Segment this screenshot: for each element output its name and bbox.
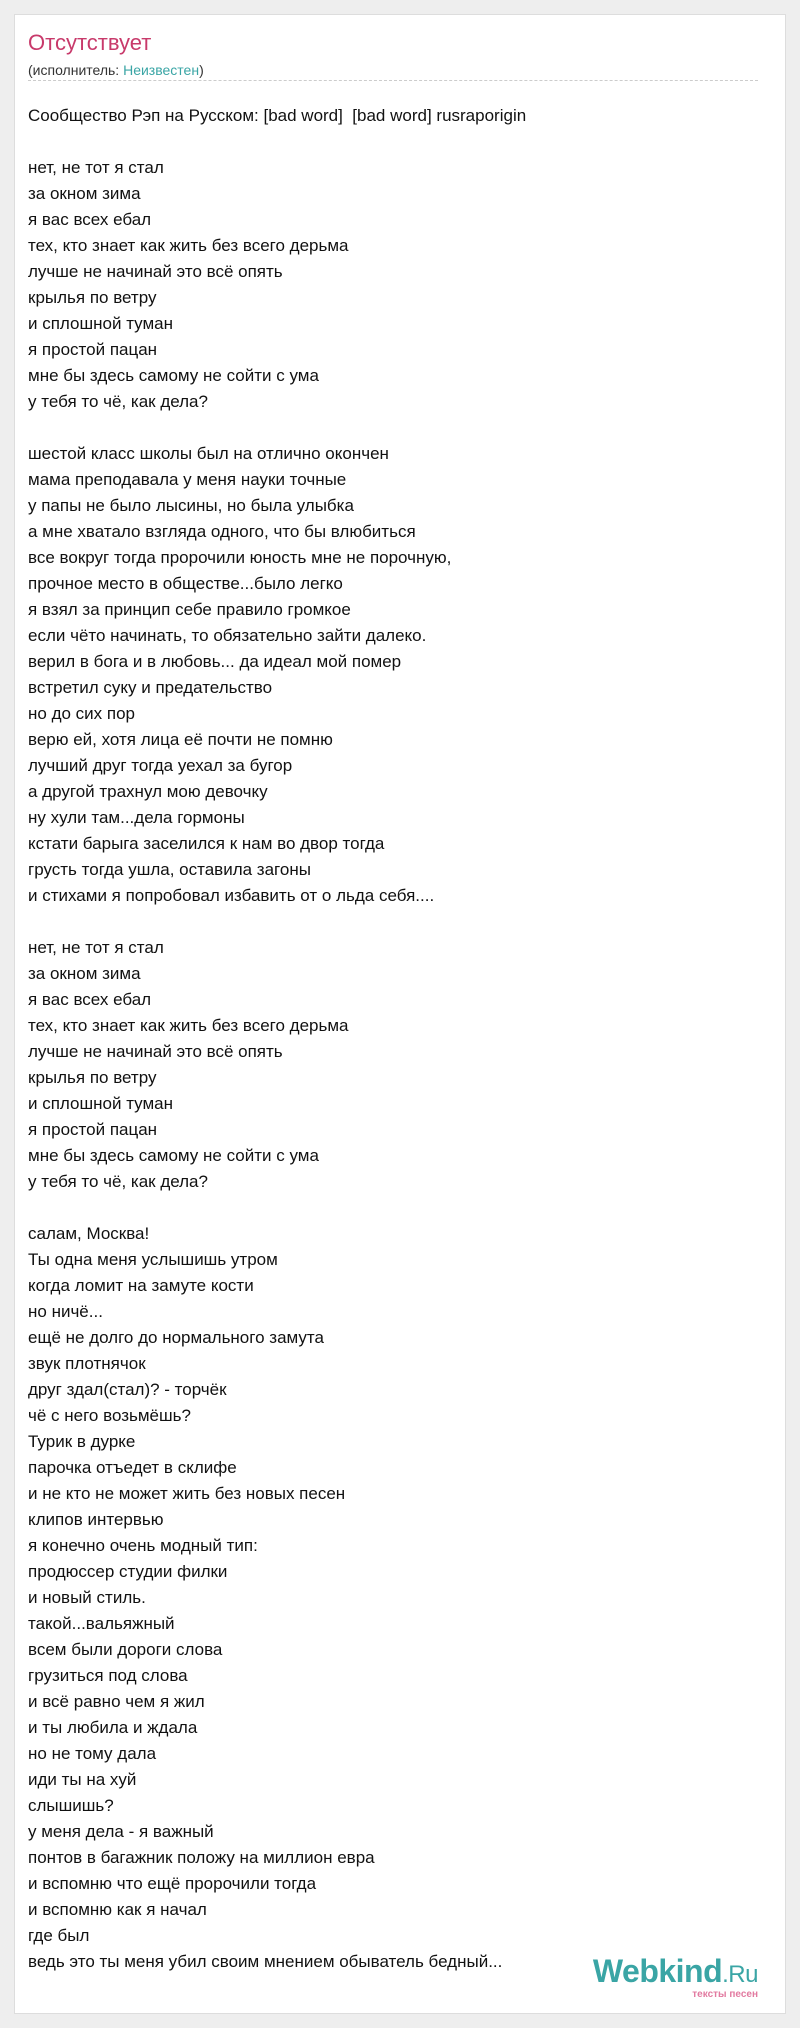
header-divider [28,80,758,81]
song-title: Отсутствует [28,30,152,55]
logo-wordmark [593,1954,758,1992]
logo-name: Webkind [592,1953,723,1989]
artist-prefix: (исполнитель: [28,62,124,78]
artist-link[interactable]: Неизвестен [123,62,200,78]
artist-suffix: ) [199,62,204,78]
site-logo[interactable] [593,1954,758,2000]
lyrics-text: Сообщество Рэп на Русском: [bad word] [bad word] rusraporigin нет, не тот я стал за окном зима я вас всех ебал тех, кто знает как жить без всего дерьма лучше не начинай это всё опять крылья по ветру и сплошной туман я простой пацан мне бы здесь самому не сойти с ума у тебя то чё, как дела? шестой класс школы был на отлично окончен мама преподавала у меня науки точные у папы не было лысины, но была улыбка а мне хватало взгляда одного, что бы влюбиться все вокруг тогда пророчили юность мне не порочную, прочное место в обществе...было легко я взял за принцип себе правило громкое если чёто начинать, то обязательно зайти далеко. верил в бога и в любовь... да идеал мой помер встретил суку и предательство но до сих пор верю ей, хотя лица её почти не помню лучший друг тогда уехал за бугор а другой трахнул мою девочку ну хули там...дела гормоны кстати барыга заселился к нам во двор тогда грусть тогда ушла, оставила загоны и стихами я попробовал избавить от о льда себя.... нет, не тот я стал за окном зима я вас всех ебал тех, кто знает как жить без всего дерьма лучше не начинай это всё опять крылья по ветру и сплошной туман я простой пацан мне бы здесь самому не сойти с ума у тебя то чё, как дела? салам, Москва! Ты одна меня услышишь утром когда ломит на замуте кости но ничё... ещё не долго до нормального замута звук плотнячок друг здал(стал)? - торчёк чё с него возьмёшь? Турик в дурке парочка отъедет в склифе и не кто не может жить без новых песен клипов интервью я конечно очень модный тип: продюссер студии филки и новый стиль. такой...вальяжный всем были дороги слова грузиться под слова и всё равно чем я жил и ты любила и ждала но не тому дала иди ты на хуй слышишь? у меня дела - я важный понтов в багажник положу на миллион евра и вспомню что ещё пророчили тогда и вспомню как я начал где был ведь это ты меня убил своим мнением обыватель бедный... [28,106,527,1971]
artist-line [28,59,204,81]
logo-tagline: тексты песен [692,1989,758,2000]
logo-tld: .Ru [722,1961,758,1988]
